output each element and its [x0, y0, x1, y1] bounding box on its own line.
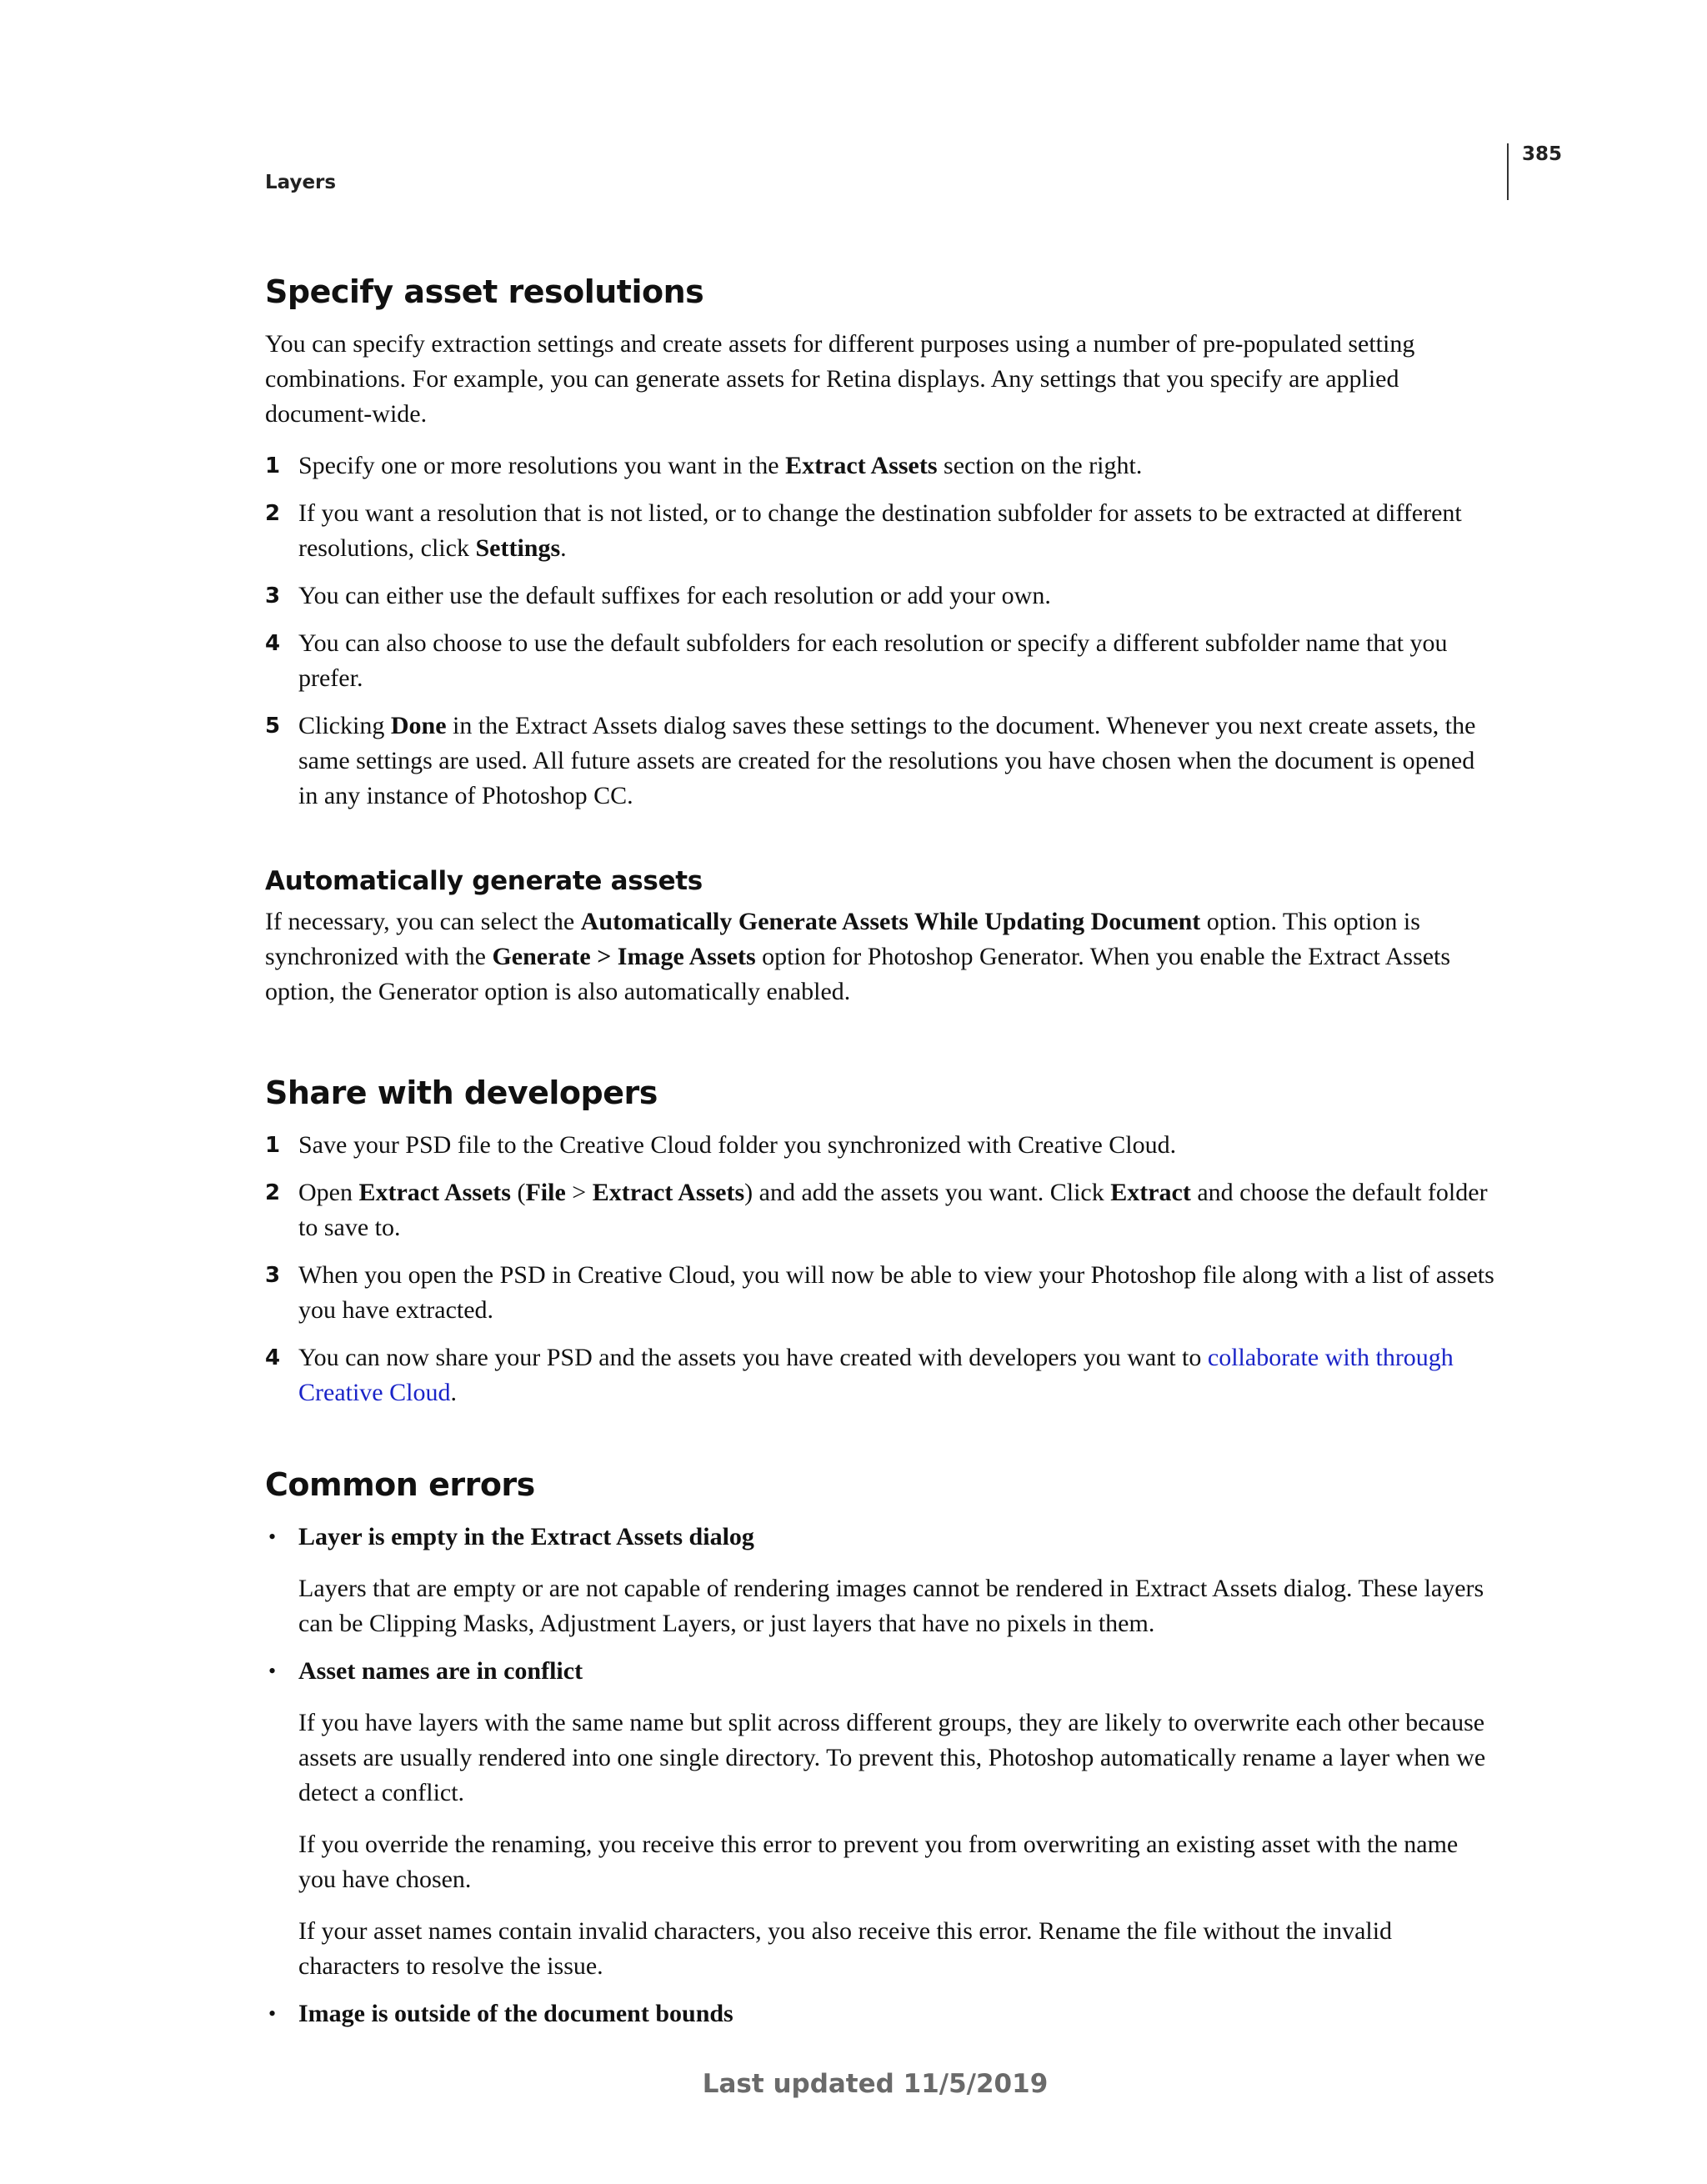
last-updated-footer: Last updated 11/5/2019 — [702, 2069, 1049, 2099]
step-number: 1 — [265, 1133, 281, 1158]
page-number-divider — [1507, 143, 1509, 200]
step-text: in the Extract Assets dialog saves these settings to the document. Whenever you next create assets, the same settings are used. All future assets are created for the resolutions you have chosen when the document is opened in any instance of Photoshop CC. — [298, 712, 1476, 809]
specify-step-1 — [265, 448, 1499, 483]
step-text: Open — [298, 1179, 359, 1206]
page-content — [265, 265, 1499, 2044]
bullet-marker: • — [268, 2001, 277, 2026]
error-title: Image is outside of the document bounds — [298, 2000, 733, 2027]
error-title: Layer is empty in the Extract Assets dialog — [298, 1523, 754, 1550]
step-number: 5 — [265, 714, 281, 739]
page-number: 385 — [1522, 143, 1563, 165]
specify-step-3 — [265, 579, 1499, 614]
heading-specify-asset-resolutions: Specify asset resolutions — [265, 273, 704, 310]
heading-automatically-generate-assets: Automatically generate assets — [265, 866, 703, 896]
error-body — [298, 1571, 1499, 1641]
step-bold-term: Extract Assets — [785, 452, 938, 479]
share-steps-list — [265, 1128, 1499, 1410]
step-text: You can now share your PSD and the assets you have created with developers you want to — [298, 1344, 1208, 1371]
share-step-1 — [265, 1128, 1499, 1163]
step-bold-term: Extract — [1110, 1179, 1191, 1206]
specify-step-5 — [265, 709, 1499, 814]
error-item-empty-layer — [265, 1520, 1499, 1641]
heading-share-with-developers: Share with developers — [265, 1074, 658, 1111]
error-paragraph: If you have layers with the same name but split across different groups, they are likely to overwrite each other because assets are usually rendered into one single directory. To prevent this, Photoshop automatically rename a layer when we detect a conflict. — [298, 1709, 1486, 1806]
step-text: and choose the default folder to save to. — [298, 1179, 1488, 1241]
error-item-outside-bounds — [265, 1996, 1499, 2031]
error-body — [298, 1706, 1499, 1984]
specify-step-2 — [265, 496, 1499, 566]
step-bold-term: File — [525, 1179, 566, 1206]
step-text: . — [560, 534, 567, 562]
step-bold-term: Done — [390, 712, 447, 739]
bullet-marker: • — [268, 1525, 277, 1549]
step-number: 1 — [265, 453, 281, 478]
auto-text: If necessary, you can select the — [265, 908, 581, 935]
step-bold-term: Settings — [475, 534, 561, 562]
step-bold-term: Extract Assets — [592, 1179, 745, 1206]
step-text: . — [450, 1379, 457, 1406]
step-text: When you open the PSD in Creative Cloud, you will now be able to view your Photoshop file along with a list of assets you have extracted. — [298, 1261, 1494, 1324]
auto-text: option for Photoshop Generator. When you enable the Extract Assets option, the Generator option is also automatically enabled. — [265, 943, 1451, 1005]
running-title: Layers — [265, 172, 337, 193]
step-bold-term: Extract Assets — [358, 1179, 511, 1206]
step-number: 2 — [265, 501, 281, 526]
step-number: 4 — [265, 631, 281, 656]
share-step-2 — [265, 1175, 1499, 1245]
step-number: 2 — [265, 1180, 281, 1205]
auto-option-name: Automatically Generate Assets While Updating Document — [580, 908, 1201, 935]
errors-list — [265, 1520, 1499, 2031]
error-paragraph: If you override the renaming, you receive this error to prevent you from overwriting an existing asset with the name you have chosen. — [298, 1831, 1459, 1893]
error-item-name-conflict — [265, 1654, 1499, 1984]
step-text: You can either use the default suffixes for each resolution or add your own. — [298, 582, 1051, 609]
auto-menu-path: Generate > Image Assets — [492, 943, 756, 970]
step-number: 4 — [265, 1345, 281, 1370]
step-text: ) and add the assets you want. Click — [744, 1179, 1111, 1206]
step-text: section on the right. — [937, 452, 1143, 479]
collaborate-link[interactable]: collaborate with through Creative Cloud — [298, 1344, 1454, 1406]
step-text: > — [565, 1179, 593, 1206]
specify-steps-list — [265, 448, 1499, 814]
heading-common-errors: Common errors — [265, 1466, 535, 1503]
step-number: 3 — [265, 1263, 281, 1288]
step-text: Specify one or more resolutions you want in the — [298, 452, 786, 479]
bullet-marker: • — [268, 1659, 277, 1683]
error-paragraph: Layers that are empty or are not capable of rendering images cannot be rendered in Extract Assets dialog. These layers can be Clipping Masks, Adjustment Layers, or just layers that have no pixels in them. — [298, 1575, 1484, 1637]
step-text: Clicking — [298, 712, 391, 739]
auto-text: option. This option is synchronized with the — [265, 908, 1420, 970]
step-number: 3 — [265, 584, 281, 609]
error-title: Asset names are in conflict — [298, 1657, 583, 1685]
share-step-4 — [265, 1340, 1499, 1410]
error-paragraph: If your asset names contain invalid characters, you also receive this error. Rename the file without the invalid characters to resolve the issue. — [298, 1917, 1393, 1980]
step-text: ( — [510, 1179, 526, 1206]
step-text: If you want a resolution that is not listed, or to change the destination subfolder for assets to be extracted at different resolutions, click — [298, 499, 1462, 562]
specify-intro: You can specify extraction settings and create assets for different purposes using a number of pre-populated setting combinations. For example, you can generate assets for Retina displays. Any settings that you specify are applied document-wide. — [265, 330, 1415, 428]
share-step-3 — [265, 1258, 1499, 1328]
specify-step-4 — [265, 626, 1499, 696]
auto-paragraph — [265, 904, 1499, 1009]
step-text: Save your PSD file to the Creative Cloud folder you synchronized with Creative Cloud. — [298, 1131, 1177, 1159]
step-text: You can also choose to use the default subfolders for each resolution or specify a different subfolder name that you prefer. — [298, 629, 1448, 692]
